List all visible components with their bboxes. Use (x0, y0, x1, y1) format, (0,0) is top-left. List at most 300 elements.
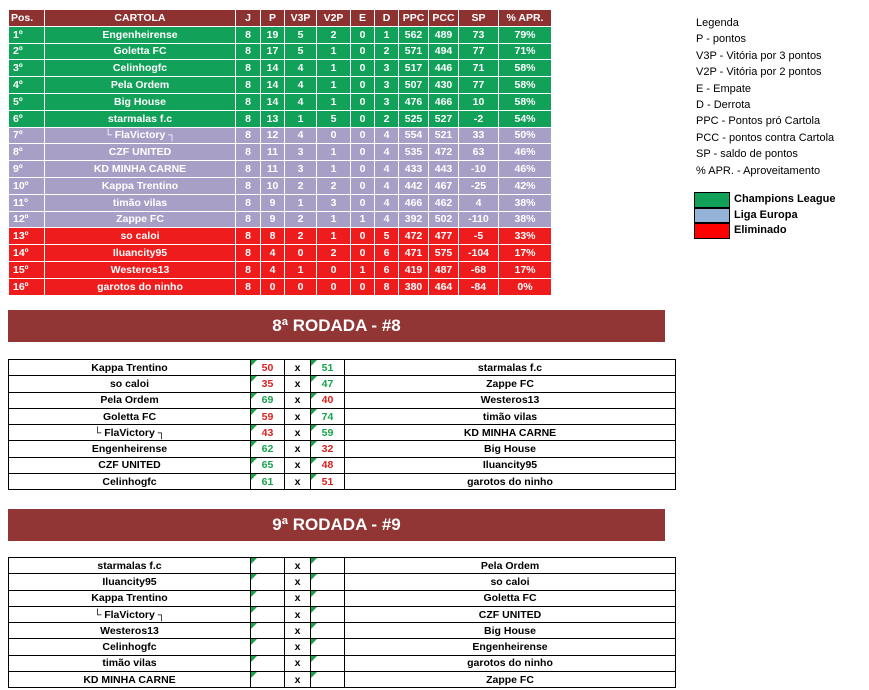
match-versus: x (285, 376, 311, 392)
standings-body (9, 26, 552, 295)
header-e: E (351, 10, 375, 27)
standing-ppc: 472 (399, 228, 429, 245)
match-versus: x (285, 474, 311, 490)
match-away-team: so caloi (345, 574, 676, 590)
match-away-score: 32 (311, 441, 345, 457)
standing-team: Pela Ordem (45, 77, 236, 94)
standing-p: 10 (261, 177, 285, 194)
standing-team: Westeros13 (45, 261, 236, 278)
standing-pos: 15º (9, 261, 45, 278)
match-row (9, 672, 676, 688)
standing-p: 12 (261, 127, 285, 144)
standing-sp: 10 (459, 93, 499, 110)
standing-v3p: 5 (285, 43, 317, 60)
round-8-fixtures (8, 359, 676, 490)
standing-team: Engenheirense (45, 26, 236, 43)
standing-v3p: 3 (285, 144, 317, 161)
standing-p: 14 (261, 60, 285, 77)
match-home-team: KD MINHA CARNE (9, 672, 251, 688)
standing-e: 0 (351, 278, 375, 295)
standing-d: 4 (375, 211, 399, 228)
header-v2p: V2P (317, 10, 351, 27)
standing-j: 8 (236, 60, 261, 77)
standing-team: Goletta FC (45, 43, 236, 60)
standing-pcc: 446 (429, 60, 459, 77)
standing-team: Iluancity95 (45, 245, 236, 262)
match-away-team: timão vilas (345, 408, 676, 424)
match-home-team: Celinhogfc (9, 639, 251, 655)
standing-apr: 58% (499, 77, 552, 94)
match-away-score (311, 623, 345, 639)
legend-item: P - pontos (696, 33, 746, 46)
match-away-score: 59 (311, 425, 345, 441)
standing-row (9, 127, 552, 144)
standing-pos: 16º (9, 278, 45, 295)
standing-pcc: 477 (429, 228, 459, 245)
standing-p: 4 (261, 261, 285, 278)
match-home-score (251, 623, 285, 639)
match-away-team: Zappe FC (345, 672, 676, 688)
standing-team: Celinhogfc (45, 60, 236, 77)
standing-team: CZF UNITED (45, 144, 236, 161)
standing-p: 8 (261, 228, 285, 245)
standing-d: 3 (375, 77, 399, 94)
match-row (9, 574, 676, 590)
standing-v2p: 2 (317, 177, 351, 194)
standing-row (9, 26, 552, 43)
match-away-score: 40 (311, 392, 345, 408)
match-away-team: Big House (345, 623, 676, 639)
standing-sp: 77 (459, 43, 499, 60)
standing-v3p: 4 (285, 60, 317, 77)
header-cartola: CARTOLA (45, 10, 236, 27)
match-away-team: Zappe FC (345, 376, 676, 392)
standing-apr: 42% (499, 177, 552, 194)
standing-ppc: 476 (399, 93, 429, 110)
standing-ppc: 442 (399, 177, 429, 194)
standing-pos: 4º (9, 77, 45, 94)
standing-v2p: 1 (317, 144, 351, 161)
standing-v2p: 5 (317, 110, 351, 127)
match-away-team: starmalas f.c (345, 360, 676, 376)
header-j: J (236, 10, 261, 27)
match-row (9, 474, 676, 490)
match-away-score: 51 (311, 360, 345, 376)
standing-v3p: 4 (285, 93, 317, 110)
standing-ppc: 433 (399, 161, 429, 178)
match-away-score (311, 672, 345, 688)
match-versus: x (285, 574, 311, 590)
standing-apr: 38% (499, 194, 552, 211)
header-pcc: PCC (429, 10, 459, 27)
match-versus: x (285, 590, 311, 606)
standing-e: 0 (351, 144, 375, 161)
match-row (9, 376, 676, 392)
standing-row (9, 211, 552, 228)
standing-e: 0 (351, 93, 375, 110)
standing-v3p: 1 (285, 110, 317, 127)
legend-item: E - Empate (696, 82, 752, 95)
match-away-score (311, 574, 345, 590)
standing-apr: 79% (499, 26, 552, 43)
standing-apr: 58% (499, 60, 552, 77)
standing-d: 2 (375, 110, 399, 127)
match-away-score (311, 606, 345, 622)
match-home-score (251, 639, 285, 655)
standing-team: starmalas f.c (45, 110, 236, 127)
standing-pcc: 575 (429, 245, 459, 262)
match-versus: x (285, 392, 311, 408)
standing-sp: 71 (459, 60, 499, 77)
match-versus: x (285, 558, 311, 574)
match-away-score (311, 655, 345, 671)
zone-swatch-eliminated (694, 223, 730, 239)
match-away-team: Pela Ordem (345, 558, 676, 574)
standing-v2p: 0 (317, 127, 351, 144)
match-home-score (251, 672, 285, 688)
standing-e: 0 (351, 127, 375, 144)
standing-pos: 3º (9, 60, 45, 77)
standing-pcc: 487 (429, 261, 459, 278)
standing-j: 8 (236, 177, 261, 194)
match-row (9, 457, 676, 473)
standing-v3p: 1 (285, 261, 317, 278)
standing-v2p: 1 (317, 43, 351, 60)
standing-p: 4 (261, 245, 285, 262)
match-home-score (251, 655, 285, 671)
standing-v3p: 3 (285, 161, 317, 178)
standing-j: 8 (236, 161, 261, 178)
header-p: P (261, 10, 285, 27)
zone-label-europa: Liga Europa (734, 208, 798, 221)
standing-ppc: 471 (399, 245, 429, 262)
match-versus: x (285, 408, 311, 424)
standing-pcc: 467 (429, 177, 459, 194)
standing-pos: 6º (9, 110, 45, 127)
standing-ppc: 392 (399, 211, 429, 228)
standing-v2p: 1 (317, 228, 351, 245)
standing-row (9, 60, 552, 77)
standing-p: 11 (261, 144, 285, 161)
standing-ppc: 419 (399, 261, 429, 278)
standing-p: 11 (261, 161, 285, 178)
standing-j: 8 (236, 93, 261, 110)
standings-table (8, 9, 552, 296)
standing-v3p: 0 (285, 278, 317, 295)
standing-pcc: 464 (429, 278, 459, 295)
standing-j: 8 (236, 278, 261, 295)
standing-sp: -5 (459, 228, 499, 245)
standing-e: 0 (351, 194, 375, 211)
standing-d: 4 (375, 127, 399, 144)
standing-e: 0 (351, 110, 375, 127)
standing-v2p: 1 (317, 77, 351, 94)
standing-d: 4 (375, 177, 399, 194)
standing-pos: 1º (9, 26, 45, 43)
match-home-score: 50 (251, 360, 285, 376)
match-home-score: 69 (251, 392, 285, 408)
standing-j: 8 (236, 211, 261, 228)
match-home-score: 61 (251, 474, 285, 490)
match-away-score (311, 590, 345, 606)
standing-team: Zappe FC (45, 211, 236, 228)
standing-v3p: 5 (285, 26, 317, 43)
legend-item: SP - saldo de pontos (696, 148, 798, 161)
standing-apr: 58% (499, 93, 552, 110)
standing-row (9, 177, 552, 194)
match-away-team: Goletta FC (345, 590, 676, 606)
header-v3p: V3P (285, 10, 317, 27)
match-row (9, 655, 676, 671)
standing-ppc: 466 (399, 194, 429, 211)
standing-j: 8 (236, 43, 261, 60)
match-row (9, 360, 676, 376)
match-versus: x (285, 606, 311, 622)
header-d: D (375, 10, 399, 27)
standing-p: 9 (261, 194, 285, 211)
match-versus: x (285, 672, 311, 688)
standings-header-row (9, 10, 552, 27)
standing-apr: 33% (499, 228, 552, 245)
standing-sp: 73 (459, 26, 499, 43)
legend-item: PCC - pontos contra Cartola (696, 131, 835, 144)
standing-apr: 54% (499, 110, 552, 127)
standing-j: 8 (236, 245, 261, 262)
standing-pos: 11º (9, 194, 45, 211)
standing-sp: 4 (459, 194, 499, 211)
standing-v3p: 2 (285, 228, 317, 245)
standing-team: timão vilas (45, 194, 236, 211)
standing-e: 0 (351, 161, 375, 178)
standing-v2p: 0 (317, 278, 351, 295)
standing-p: 19 (261, 26, 285, 43)
standing-p: 0 (261, 278, 285, 295)
match-home-team: CZF UNITED (9, 457, 251, 473)
standing-e: 1 (351, 261, 375, 278)
match-home-team: └ FlaVictory ┐ (9, 425, 251, 441)
standing-ppc: 535 (399, 144, 429, 161)
standing-p: 17 (261, 43, 285, 60)
standing-row (9, 77, 552, 94)
standing-p: 13 (261, 110, 285, 127)
standing-j: 8 (236, 110, 261, 127)
match-away-team: CZF UNITED (345, 606, 676, 622)
standing-p: 14 (261, 93, 285, 110)
standing-sp: -110 (459, 211, 499, 228)
standing-row (9, 43, 552, 60)
standing-pcc: 527 (429, 110, 459, 127)
match-home-team: └ FlaVictory ┐ (9, 606, 251, 622)
standing-row (9, 228, 552, 245)
match-home-team: Goletta FC (9, 408, 251, 424)
standing-pos: 10º (9, 177, 45, 194)
match-home-team: Pela Ordem (9, 392, 251, 408)
standing-sp: -68 (459, 261, 499, 278)
standing-pcc: 466 (429, 93, 459, 110)
standing-v2p: 1 (317, 211, 351, 228)
match-versus: x (285, 360, 311, 376)
standing-sp: 63 (459, 144, 499, 161)
standing-pcc: 521 (429, 127, 459, 144)
standing-team: KD MINHA CARNE (45, 161, 236, 178)
standing-pos: 14º (9, 245, 45, 262)
standing-pcc: 430 (429, 77, 459, 94)
standing-apr: 38% (499, 211, 552, 228)
legend-item: D - Derrota (696, 98, 751, 111)
match-home-team: Celinhogfc (9, 474, 251, 490)
match-home-team: Westeros13 (9, 623, 251, 639)
standing-row (9, 278, 552, 295)
standing-ppc: 571 (399, 43, 429, 60)
standing-e: 0 (351, 43, 375, 60)
standing-pcc: 443 (429, 161, 459, 178)
standing-sp: -25 (459, 177, 499, 194)
standing-p: 9 (261, 211, 285, 228)
standing-v3p: 1 (285, 194, 317, 211)
match-row (9, 606, 676, 622)
match-home-score (251, 574, 285, 590)
standing-d: 3 (375, 93, 399, 110)
match-versus: x (285, 623, 311, 639)
standing-e: 1 (351, 211, 375, 228)
standing-j: 8 (236, 127, 261, 144)
match-away-score: 74 (311, 408, 345, 424)
match-away-team: Big House (345, 441, 676, 457)
standing-apr: 17% (499, 245, 552, 262)
standing-d: 4 (375, 194, 399, 211)
standing-sp: 77 (459, 77, 499, 94)
standing-pcc: 489 (429, 26, 459, 43)
standing-sp: -10 (459, 161, 499, 178)
match-away-score: 51 (311, 474, 345, 490)
round-9-fixtures (8, 557, 676, 688)
match-versus: x (285, 457, 311, 473)
standing-pcc: 462 (429, 194, 459, 211)
match-away-team: Westeros13 (345, 392, 676, 408)
standing-v2p: 0 (317, 261, 351, 278)
standing-apr: 71% (499, 43, 552, 60)
match-away-team: garotos do ninho (345, 655, 676, 671)
legend-item: PPC - Pontos pró Cartola (696, 115, 821, 128)
standing-v2p: 1 (317, 93, 351, 110)
standing-v3p: 2 (285, 177, 317, 194)
match-versus: x (285, 655, 311, 671)
legend-item: % APR. - Aproveitamento (696, 164, 821, 177)
standing-team: so caloi (45, 228, 236, 245)
standing-v2p: 2 (317, 26, 351, 43)
standing-ppc: 507 (399, 77, 429, 94)
zone-label-eliminated: Eliminado (734, 224, 787, 236)
standing-v2p: 1 (317, 60, 351, 77)
standing-d: 3 (375, 60, 399, 77)
standing-sp: -84 (459, 278, 499, 295)
match-home-score: 59 (251, 408, 285, 424)
standing-ppc: 554 (399, 127, 429, 144)
round-9-banner (8, 509, 665, 541)
standing-row (9, 93, 552, 110)
match-row (9, 392, 676, 408)
match-away-team: garotos do ninho (345, 474, 676, 490)
round-9-title: 9ª RODADA - #9 (272, 515, 401, 534)
zone-swatch-europa (694, 208, 730, 224)
match-away-team: Iluancity95 (345, 457, 676, 473)
match-home-score: 62 (251, 441, 285, 457)
standing-pos: 7º (9, 127, 45, 144)
standing-j: 8 (236, 144, 261, 161)
standing-e: 0 (351, 228, 375, 245)
standing-row (9, 261, 552, 278)
standing-d: 4 (375, 144, 399, 161)
match-row (9, 425, 676, 441)
standing-apr: 46% (499, 161, 552, 178)
match-home-team: Iluancity95 (9, 574, 251, 590)
match-versus: x (285, 425, 311, 441)
match-away-score (311, 558, 345, 574)
standing-apr: 50% (499, 127, 552, 144)
match-row (9, 558, 676, 574)
standing-v3p: 4 (285, 127, 317, 144)
header-sp: SP (459, 10, 499, 27)
standing-pos: 9º (9, 161, 45, 178)
standing-ppc: 517 (399, 60, 429, 77)
standing-v3p: 2 (285, 211, 317, 228)
match-row (9, 639, 676, 655)
standing-apr: 0% (499, 278, 552, 295)
standing-row (9, 110, 552, 127)
match-home-team: Kappa Trentino (9, 590, 251, 606)
standing-pcc: 502 (429, 211, 459, 228)
standing-team: Big House (45, 93, 236, 110)
round-8-title: 8ª RODADA - #8 (272, 316, 401, 335)
standing-ppc: 380 (399, 278, 429, 295)
standing-v2p: 2 (317, 245, 351, 262)
standing-e: 0 (351, 26, 375, 43)
match-home-team: so caloi (9, 376, 251, 392)
standing-j: 8 (236, 261, 261, 278)
standing-pos: 13º (9, 228, 45, 245)
standing-p: 14 (261, 77, 285, 94)
standing-ppc: 562 (399, 26, 429, 43)
standing-d: 6 (375, 245, 399, 262)
standing-team: garotos do ninho (45, 278, 236, 295)
match-row (9, 590, 676, 606)
match-home-team: timão vilas (9, 655, 251, 671)
round-8-banner (8, 310, 665, 342)
standing-v3p: 0 (285, 245, 317, 262)
match-away-score (311, 639, 345, 655)
standing-d: 1 (375, 26, 399, 43)
standing-v3p: 4 (285, 77, 317, 94)
standing-pos: 5º (9, 93, 45, 110)
standing-d: 6 (375, 261, 399, 278)
standing-pos: 12º (9, 211, 45, 228)
match-home-score (251, 606, 285, 622)
match-row (9, 408, 676, 424)
header-ppc: PPC (399, 10, 429, 27)
match-home-score (251, 590, 285, 606)
standing-sp: -2 (459, 110, 499, 127)
standing-d: 2 (375, 43, 399, 60)
match-home-score: 35 (251, 376, 285, 392)
standing-j: 8 (236, 228, 261, 245)
match-row (9, 623, 676, 639)
match-away-team: Engenheirense (345, 639, 676, 655)
match-home-team: Engenheirense (9, 441, 251, 457)
standing-d: 5 (375, 228, 399, 245)
standing-j: 8 (236, 77, 261, 94)
match-home-score (251, 558, 285, 574)
standing-e: 0 (351, 60, 375, 77)
